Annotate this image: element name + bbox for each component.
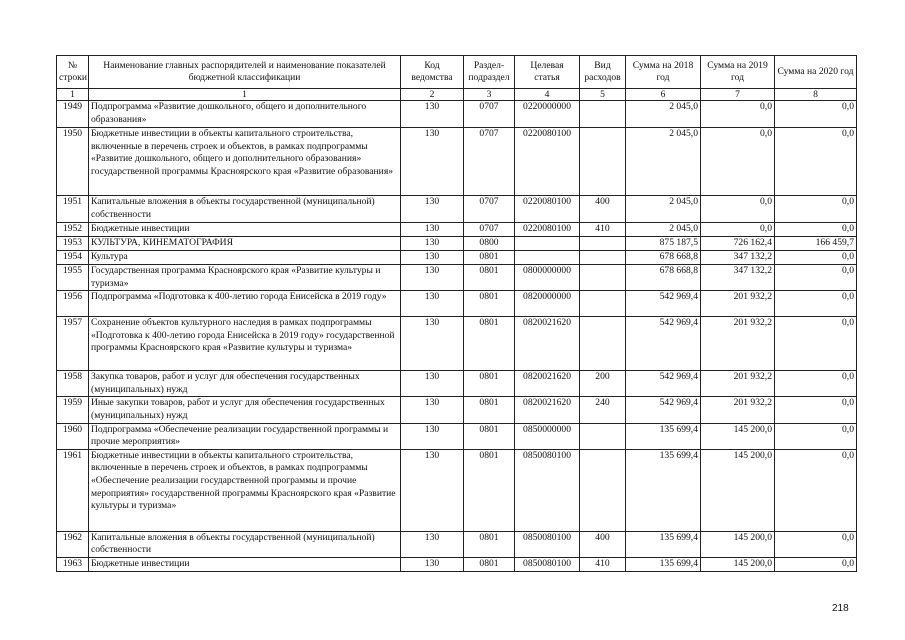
table-row bbox=[57, 251, 857, 265]
department-code: 130 bbox=[401, 251, 464, 265]
row-name: Бюджетные инвестиции bbox=[89, 223, 401, 237]
department-code: 130 bbox=[401, 237, 464, 251]
row-name: Подпрограмма «Обеспечение реализации государственной программы и прочие мероприятия» bbox=[89, 423, 401, 449]
sum-2019: 0,0 bbox=[701, 223, 775, 237]
column-index: 2 bbox=[401, 89, 464, 101]
row-number: 1962 bbox=[57, 531, 89, 557]
department-code: 130 bbox=[401, 557, 464, 571]
row-name: Закупка товаров, работ и услуг для обеспечения государственных (муниципальных) нужд bbox=[89, 371, 401, 397]
sum-2019: 145 200,0 bbox=[701, 557, 775, 571]
sum-2018: 135 699,4 bbox=[626, 557, 701, 571]
section-code: 0801 bbox=[464, 291, 515, 317]
row-name: Иные закупки товаров, работ и услуг для обеспечения государственных (муниципальных) нужд bbox=[89, 397, 401, 423]
page-number: 218 bbox=[832, 603, 849, 614]
expense-kind bbox=[580, 265, 626, 291]
row-name: Бюджетные инвестиции в объекты капитального строительства, включенные в перечень строек и объектов, в рамках подпрограммы «Развитие дошкольного, общего и дополнительного образования» государственной программы Красноярского края «Развитие образования» bbox=[89, 128, 401, 196]
sum-2020: 0,0 bbox=[775, 371, 857, 397]
section-code: 0801 bbox=[464, 397, 515, 423]
sum-2019: 0,0 bbox=[701, 101, 775, 128]
target-article: 0220080100 bbox=[515, 128, 580, 196]
header-target-article: Целевая статья bbox=[515, 56, 580, 89]
expense-kind: 240 bbox=[580, 397, 626, 423]
sum-2018: 135 699,4 bbox=[626, 449, 701, 531]
expense-kind: 400 bbox=[580, 196, 626, 223]
sum-2018: 135 699,4 bbox=[626, 423, 701, 449]
row-name: Государственная программа Красноярского края «Развитие культуры и туризма» bbox=[89, 265, 401, 291]
row-name: Бюджетные инвестиции в объекты капитального строительства, включенные в перечень строек и объектов, в рамках подпрограммы «Обеспечение реализации государственной программы и прочие мероприятия» государственной программы Красноярского края «Развитие культуры и туризма» bbox=[89, 449, 401, 531]
sum-2020: 0,0 bbox=[775, 317, 857, 371]
section-code: 0801 bbox=[464, 449, 515, 531]
sum-2019: 347 132,2 bbox=[701, 251, 775, 265]
target-article: 0820021620 bbox=[515, 317, 580, 371]
sum-2018: 2 045,0 bbox=[626, 101, 701, 128]
target-article: 0850080100 bbox=[515, 449, 580, 531]
sum-2020: 0,0 bbox=[775, 397, 857, 423]
row-number: 1949 bbox=[57, 101, 89, 128]
target-article: 0220000000 bbox=[515, 101, 580, 128]
expense-kind bbox=[580, 128, 626, 196]
expense-kind: 410 bbox=[580, 223, 626, 237]
table-row bbox=[57, 317, 857, 371]
target-article: 0820021620 bbox=[515, 371, 580, 397]
budget-table bbox=[56, 55, 857, 572]
sum-2018: 2 045,0 bbox=[626, 223, 701, 237]
table-row bbox=[57, 223, 857, 237]
row-number: 1953 bbox=[57, 237, 89, 251]
table-row bbox=[57, 531, 857, 557]
row-number: 1957 bbox=[57, 317, 89, 371]
expense-kind: 410 bbox=[580, 557, 626, 571]
row-name: Капитальные вложения в объекты государственной (муниципальной) собственности bbox=[89, 196, 401, 223]
table-row bbox=[57, 397, 857, 423]
column-index: 6 bbox=[626, 89, 701, 101]
sum-2020: 0,0 bbox=[775, 101, 857, 128]
expense-kind bbox=[580, 101, 626, 128]
table-row bbox=[57, 449, 857, 531]
row-name: КУЛЬТУРА, КИНЕМАТОГРАФИЯ bbox=[89, 237, 401, 251]
target-article: 0820021620 bbox=[515, 397, 580, 423]
section-code: 0801 bbox=[464, 531, 515, 557]
column-index: 5 bbox=[580, 89, 626, 101]
target-article: 0850080100 bbox=[515, 531, 580, 557]
table-row bbox=[57, 196, 857, 223]
row-number: 1963 bbox=[57, 557, 89, 571]
department-code: 130 bbox=[401, 291, 464, 317]
sum-2018: 678 668,8 bbox=[626, 251, 701, 265]
header-section: Раздел-подраздел bbox=[464, 56, 515, 89]
row-number: 1952 bbox=[57, 223, 89, 237]
expense-kind: 200 bbox=[580, 371, 626, 397]
sum-2019: 201 932,2 bbox=[701, 397, 775, 423]
sum-2020: 0,0 bbox=[775, 223, 857, 237]
sum-2018: 542 969,4 bbox=[626, 291, 701, 317]
expense-kind bbox=[580, 423, 626, 449]
row-number: 1958 bbox=[57, 371, 89, 397]
sum-2018: 875 187,5 bbox=[626, 237, 701, 251]
department-code: 130 bbox=[401, 101, 464, 128]
table-row bbox=[57, 423, 857, 449]
sum-2019: 201 932,2 bbox=[701, 317, 775, 371]
department-code: 130 bbox=[401, 531, 464, 557]
header-sum-2020: Сумма на 2020 год bbox=[775, 56, 857, 89]
sum-2018: 135 699,4 bbox=[626, 531, 701, 557]
sum-2020: 166 459,7 bbox=[775, 237, 857, 251]
target-article: 0850080100 bbox=[515, 557, 580, 571]
expense-kind bbox=[580, 291, 626, 317]
sum-2019: 145 200,0 bbox=[701, 449, 775, 531]
column-index: 1 bbox=[57, 89, 89, 101]
department-code: 130 bbox=[401, 317, 464, 371]
section-code: 0707 bbox=[464, 128, 515, 196]
sum-2019: 201 932,2 bbox=[701, 291, 775, 317]
sum-2018: 542 969,4 bbox=[626, 371, 701, 397]
header-sum-2018: Сумма на 2018 год bbox=[626, 56, 701, 89]
section-code: 0707 bbox=[464, 196, 515, 223]
table-row bbox=[57, 237, 857, 251]
table-row bbox=[57, 128, 857, 196]
sum-2019: 145 200,0 bbox=[701, 531, 775, 557]
sum-2019: 145 200,0 bbox=[701, 423, 775, 449]
sum-2018: 542 969,4 bbox=[626, 317, 701, 371]
row-name: Культура bbox=[89, 251, 401, 265]
row-name: Подпрограмма «Развитие дошкольного, общего и дополнительного образования» bbox=[89, 101, 401, 128]
header-sum-2019: Сумма на 2019 год bbox=[701, 56, 775, 89]
sum-2018: 542 969,4 bbox=[626, 397, 701, 423]
sum-2018: 678 668,8 bbox=[626, 265, 701, 291]
expense-kind bbox=[580, 449, 626, 531]
row-number: 1961 bbox=[57, 449, 89, 531]
section-code: 0707 bbox=[464, 223, 515, 237]
header-name: Наименование главных распорядителей и наименование показателей бюджетной классификации bbox=[89, 56, 401, 89]
department-code: 130 bbox=[401, 397, 464, 423]
department-code: 130 bbox=[401, 423, 464, 449]
row-number: 1955 bbox=[57, 265, 89, 291]
table-row bbox=[57, 371, 857, 397]
sum-2020: 0,0 bbox=[775, 196, 857, 223]
sum-2018: 2 045,0 bbox=[626, 128, 701, 196]
table-header-row bbox=[57, 56, 857, 89]
sum-2019: 0,0 bbox=[701, 196, 775, 223]
sum-2020: 0,0 bbox=[775, 423, 857, 449]
header-expense-kind: Вид расходов bbox=[580, 56, 626, 89]
column-index: 7 bbox=[701, 89, 775, 101]
sum-2020: 0,0 bbox=[775, 557, 857, 571]
target-article bbox=[515, 251, 580, 265]
column-index: 4 bbox=[515, 89, 580, 101]
department-code: 130 bbox=[401, 265, 464, 291]
header-department-code: Код ведомства bbox=[401, 56, 464, 89]
sum-2019: 726 162,4 bbox=[701, 237, 775, 251]
department-code: 130 bbox=[401, 128, 464, 196]
target-article bbox=[515, 237, 580, 251]
section-code: 0800 bbox=[464, 237, 515, 251]
row-number: 1950 bbox=[57, 128, 89, 196]
table-row bbox=[57, 265, 857, 291]
department-code: 130 bbox=[401, 449, 464, 531]
row-number: 1959 bbox=[57, 397, 89, 423]
column-index: 3 bbox=[464, 89, 515, 101]
expense-kind bbox=[580, 317, 626, 371]
row-name: Капитальные вложения в объекты государственной (муниципальной) собственности bbox=[89, 531, 401, 557]
section-code: 0801 bbox=[464, 371, 515, 397]
row-name: Подпрограмма «Подготовка к 400-летию города Енисейска в 2019 году» bbox=[89, 291, 401, 317]
sum-2020: 0,0 bbox=[775, 449, 857, 531]
row-number: 1954 bbox=[57, 251, 89, 265]
table-row bbox=[57, 101, 857, 128]
department-code: 130 bbox=[401, 196, 464, 223]
section-code: 0801 bbox=[464, 265, 515, 291]
row-name: Сохранение объектов культурного наследия в рамках подпрограммы «Подготовка к 400-летию города Енисейска в 2019 году» государственной программы Красноярского края «Развитие культуры и туризма» bbox=[89, 317, 401, 371]
expense-kind bbox=[580, 237, 626, 251]
sum-2020: 0,0 bbox=[775, 291, 857, 317]
sum-2018: 2 045,0 bbox=[626, 196, 701, 223]
table-row bbox=[57, 557, 857, 571]
section-code: 0801 bbox=[464, 423, 515, 449]
sum-2019: 347 132,2 bbox=[701, 265, 775, 291]
row-number: 1956 bbox=[57, 291, 89, 317]
sum-2020: 0,0 bbox=[775, 265, 857, 291]
header-row-number: № строки bbox=[57, 56, 89, 89]
department-code: 130 bbox=[401, 371, 464, 397]
sum-2019: 0,0 bbox=[701, 128, 775, 196]
target-article: 0220080100 bbox=[515, 196, 580, 223]
row-number: 1960 bbox=[57, 423, 89, 449]
section-code: 0707 bbox=[464, 101, 515, 128]
table-row bbox=[57, 291, 857, 317]
sum-2019: 201 932,2 bbox=[701, 371, 775, 397]
column-index-row bbox=[57, 89, 857, 101]
target-article: 0820000000 bbox=[515, 291, 580, 317]
sum-2020: 0,0 bbox=[775, 251, 857, 265]
target-article: 0800000000 bbox=[515, 265, 580, 291]
expense-kind bbox=[580, 251, 626, 265]
department-code: 130 bbox=[401, 223, 464, 237]
column-index: 1 bbox=[89, 89, 401, 101]
section-code: 0801 bbox=[464, 251, 515, 265]
row-number: 1951 bbox=[57, 196, 89, 223]
expense-kind: 400 bbox=[580, 531, 626, 557]
section-code: 0801 bbox=[464, 557, 515, 571]
target-article: 0220080100 bbox=[515, 223, 580, 237]
target-article: 0850000000 bbox=[515, 423, 580, 449]
column-index: 8 bbox=[775, 89, 857, 101]
row-name: Бюджетные инвестиции bbox=[89, 557, 401, 571]
sum-2020: 0,0 bbox=[775, 128, 857, 196]
sum-2020: 0,0 bbox=[775, 531, 857, 557]
section-code: 0801 bbox=[464, 317, 515, 371]
